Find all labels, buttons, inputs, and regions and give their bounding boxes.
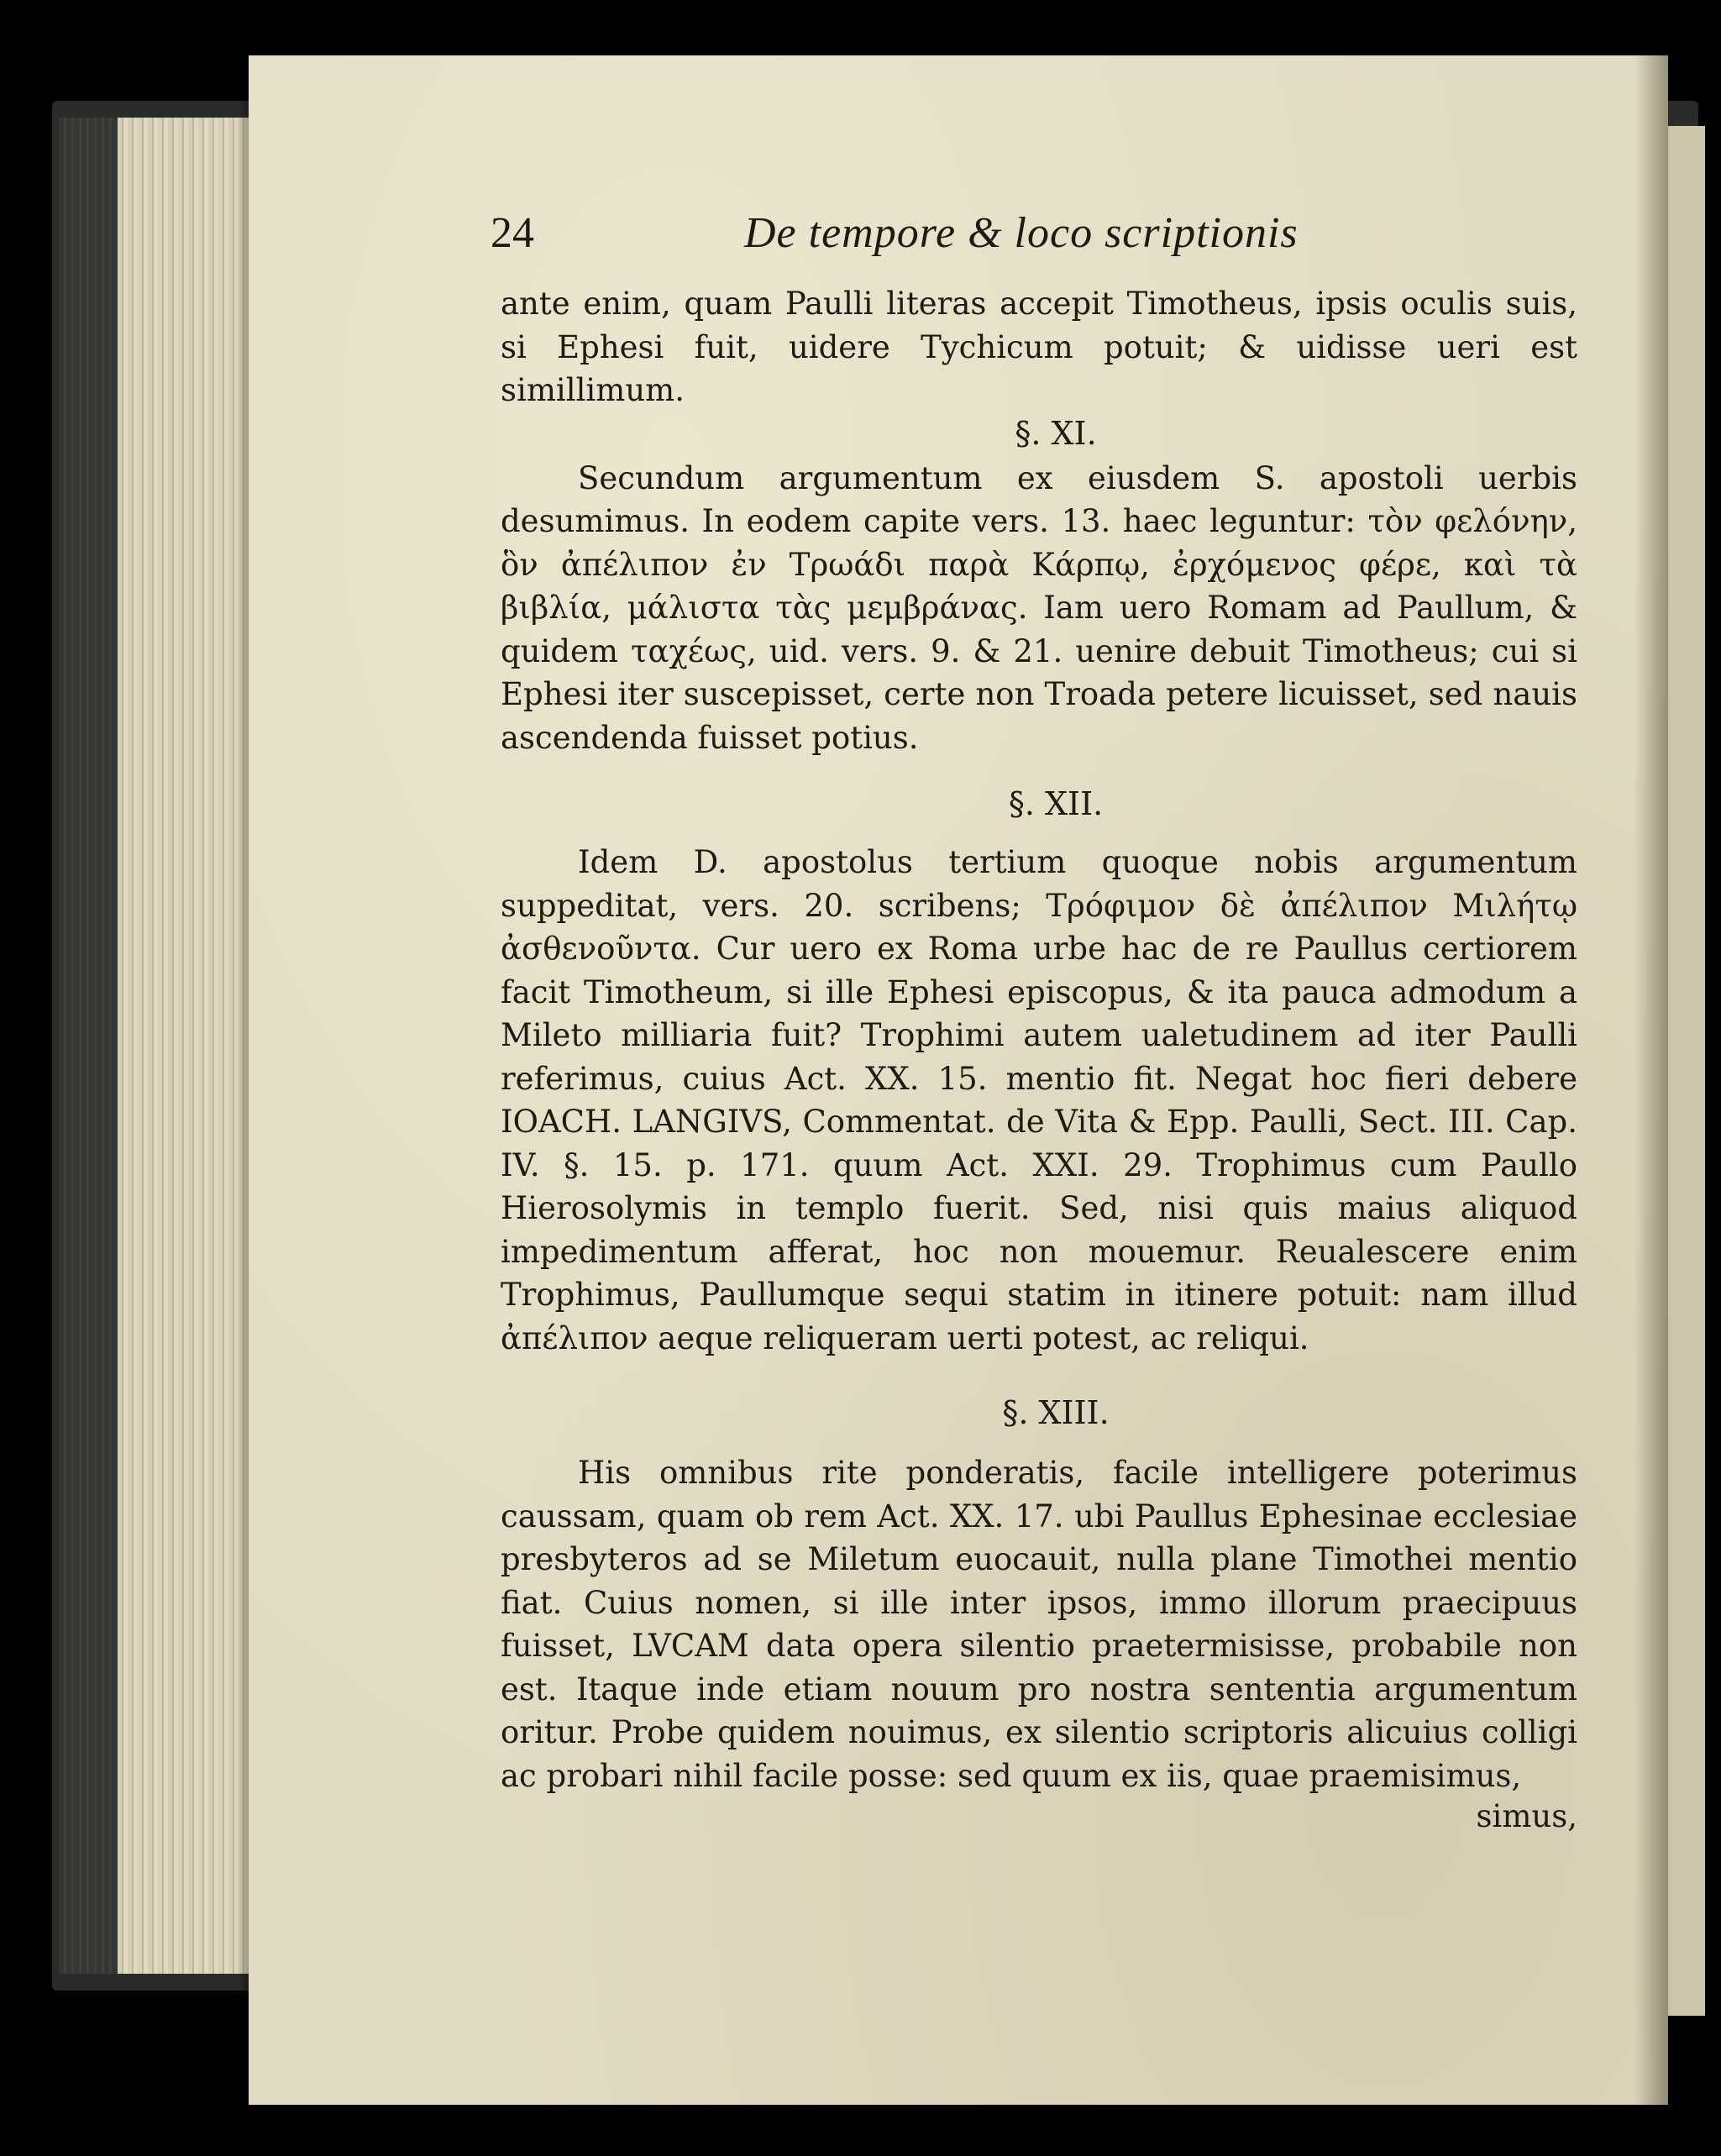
paragraph-continuation: ante enim, quam Paulli literas accepit Timotheus, ipsis oculis suis, si Ephesi fuit, uidere Tychicum potuit; & uidisse ueri est simillimum. (501, 286, 1577, 408)
paragraph-section-xii: Idem D. apostolus tertium quoque nobis argumentum suppeditat, vers. 20. scribens; Τρόφιμον δὲ ἀπέλιπον Μιλήτῳ ἀσθενοῦντα. Cur uero ex Roma urbe hac de re Paullus certiorem facit Timotheum, si ille Ephesi episcopus, & ita pauca admodum a Mileto milliaria fuit? Trophimi autem ualetudinem ad iter Paulli referimus, cuius Act. XX. 15. mentio fit. Negat hoc fieri debere IOACH. LANGIVS, Commentat. de Vita & Epp. Paulli, Sect. III. Cap. IV. §. 15. p. 171. quum Act. XXI. 29. Trophimus cum Paullo Hierosolymis in templo fuerit. Sed, nisi quis maius aliquod impedimentum afferat, hoc non mouemur. Reualescere enim Trophimus, Paullumque sequi statim in itinere potuit: nam illud ἀπέλιπον aeque reliqueram uerti potest, ac reliqui. (501, 844, 1577, 1356)
section-heading-xi: §. XI. (1015, 414, 1097, 452)
section-heading-xii: §. XII. (1008, 785, 1104, 822)
page-header (491, 208, 1577, 282)
section-heading-xiii: §. XIII. (1002, 1394, 1110, 1431)
page-number: 24 (491, 209, 534, 257)
page-text (491, 208, 1577, 1836)
paragraph-section-xiii: His omnibus rite ponderatis, facile intelligere poterimus caussam, quam ob rem Act. XX. 17. ubi Paullus Ephesinae ecclesiae presbyteros ad se Miletum euocauit, nulla plane Timothei mentio fiat. Cuius nomen, si ille inter ipsos, immo illorum praecipuus fuisset, LVCAM data opera silentio praetermisisse, probabile non est. Itaque inde etiam nouum pro nostra sententia argumentum oritur. Probe quidem nouimus, ex silentio scriptoris alicuius colligi ac probari nihil facile posse: sed quum ex iis, quae praemisimus, (501, 1455, 1577, 1794)
catchword: simus, (1476, 1798, 1577, 1834)
running-title: De tempore & loco scriptionis (744, 209, 1299, 257)
gutter-shadow (1634, 55, 1668, 2105)
book-spine-edge (59, 118, 118, 1974)
paragraph-section-xi: Secundum argumentum ex eiusdem S. apostoli uerbis desumimus. In eodem capite vers. 13. haec leguntur: τὸν φελόνην, ὃν ἀπέλιπον ἐν Τρωάδι παρὰ Κάρπῳ, ἐρχόμενος φέρε, καὶ τὰ βιβλία, μάλιστα τὰς μεμβράνας. Iam uero Romam ad Paullum, & quidem ταχέως, uid. vers. 9. & 21. uenire debuit Timotheus; cui si Ephesi iter suscepisset, certe non Troada petere licuisset, sed nauis ascendenda fuisset potius. (501, 459, 1577, 756)
